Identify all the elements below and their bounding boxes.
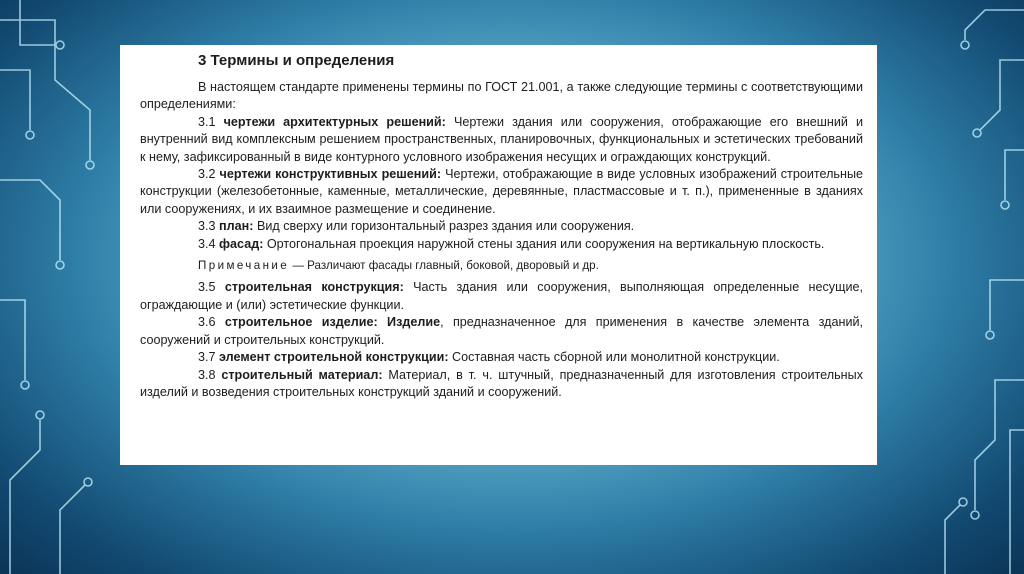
section-title: 3 Термины и определения xyxy=(198,52,395,69)
circuit-node xyxy=(86,161,94,169)
note: Примечание — Различают фасады главный, боковой, дворовый и др. xyxy=(198,259,599,273)
circuit-node xyxy=(56,41,64,49)
circuit-node xyxy=(21,381,29,389)
circuit-line xyxy=(945,505,960,574)
term-3-7: 3.7 элемент строительной конструкции: Составная часть сборной или монолитной конструкции. xyxy=(198,350,780,365)
circuit-line xyxy=(0,70,30,130)
term-3-6: 3.6 строительное изделие: Изделие, предназначенное для применения в качестве элемента зданий, сооружений и строительных конструкций. xyxy=(140,315,864,347)
circuit-line xyxy=(0,20,90,160)
circuit-line xyxy=(975,380,1024,510)
circuit-line xyxy=(10,420,40,574)
circuit-node xyxy=(26,131,34,139)
circuit-line xyxy=(980,60,1024,130)
term-3-8: 3.8 строительный материал: Материал, в т. ч. штучный, предназначенный для изготовления строительных изделий и возведения строительных конструкций зданий и сооружений. xyxy=(140,367,863,399)
document-scan xyxy=(120,45,877,465)
circuit-line xyxy=(1010,430,1024,574)
term-3-2: 3.2 чертежи конструктивных решений: Чертежи, отображающие в виде условных изображений строительные конструкции (железобетонные, каменные, металлические, деревянные, пластмассовые и т. п.), примененные в зданиях или сооружениях, и их взаимное размещение и соединение. xyxy=(140,167,864,216)
term-3-1: 3.1 чертежи архитектурных решений: Чертежи здания или сооружения, отображающие его внешний и внутренний вид комплексным решением пространственных, планировочных, функциональных и эстетических требований к нему, зафиксированный в виде контурного условного изображения несущих и ограждающих конструкций. xyxy=(140,114,864,164)
circuit-node xyxy=(971,511,979,519)
intro-paragraph: В настоящем стандарте применены термины по ГОСТ 21.001, а также следующие термины с соответствующими определениями: xyxy=(140,80,863,112)
circuit-line xyxy=(1005,150,1024,200)
circuit-node xyxy=(1001,201,1009,209)
circuit-node xyxy=(961,41,969,49)
circuit-line xyxy=(0,180,60,260)
term-3-3: 3.3 план: Вид сверху или горизонтальный разрез здания или сооружения. xyxy=(198,219,635,234)
term-3-4: 3.4 фасад: Ортогональная проекция наружной стены здания или сооружения на вертикальную плоскость. xyxy=(198,236,825,251)
circuit-line xyxy=(965,10,1024,40)
term-3-5: 3.5 строительная конструкция: Часть здания или сооружения, выполняющая определенные несущие, ограждающие и (или) эстетические функции. xyxy=(140,280,863,312)
circuit-line xyxy=(0,300,25,380)
circuit-node xyxy=(56,261,64,269)
circuit-node xyxy=(959,498,967,506)
circuit-node xyxy=(36,411,44,419)
circuit-line xyxy=(990,280,1024,330)
circuit-node xyxy=(84,478,92,486)
circuit-line xyxy=(60,485,85,574)
circuit-node xyxy=(973,129,981,137)
circuit-node xyxy=(986,331,994,339)
circuit-line xyxy=(20,0,55,45)
